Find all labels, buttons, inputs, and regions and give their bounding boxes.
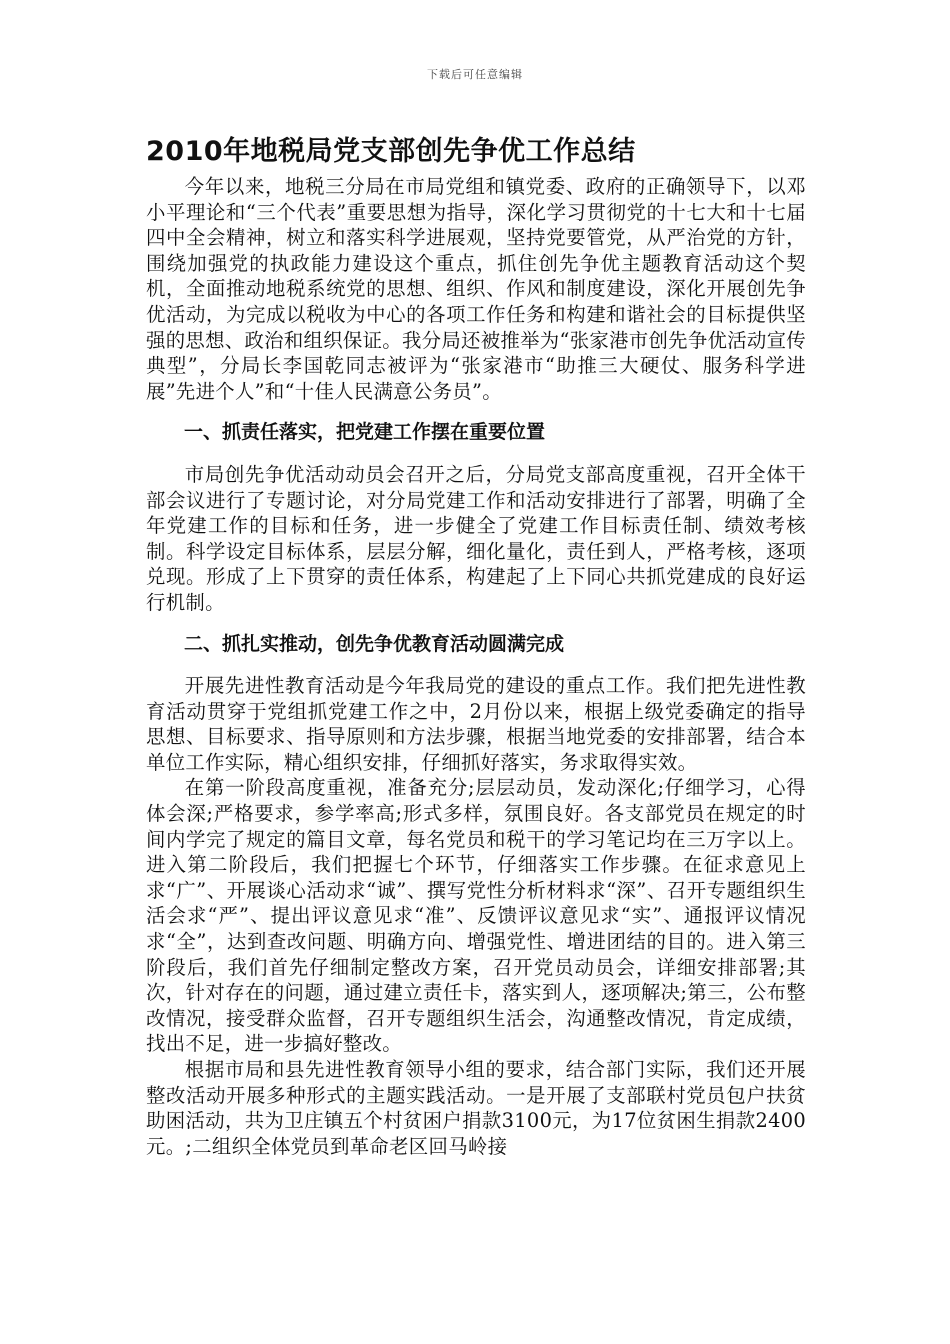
intro-paragraph: 今年以来，地税三分局在市局党组和镇党委、政府的正确领导下，以邓小平理论和“三个代表”重要思想为指导，深化学习贯彻党的十七大和十七届四中全会精神，树立和落实科学进展观，坚持党要管党，从严治党的方针，围绕加强党的执政能力建设这个重点，抓住创先争优主题教育活动这个契机，全面推动地税系统党的思想、组织、作风和制度建设，深化开展创先争优活动，为完成以税收为中心的各项工作任务和构建和谐社会的目标提供坚强的思想、政治和组织保证。我分局还被推举为“张家港市创先争优活动宣传典型”，分局长李国乾同志被评为“张家港市“助推三大硬仗、服务科学进展”先进个人”和“十佳人民满意公务员”。 bbox=[146, 175, 807, 403]
section-2-paragraph-2: 在第一阶段高度重视，准备充分;层层动员，发动深化;仔细学习，心得体会深;严格要求，参学率高;形式多样，氛围良好。各支部党员在规定的时间内学完了规定的篇目文章，每名党员和税干的学习笔记均在三万字以上。进入第二阶段后，我们把握七个环节，仔细落实工作步骤。在征求意见上求“广”、开展谈心活动求“诚”、撰写党性分析材料求“深”、召开专题组织生活会求“严”、提出评议意见求“准”、反馈评议意见求“实”、通报评议情况求“全”，达到查改问题、明确方向、增强党性、增进团结的目的。进入第三阶段后，我们首先仔细制定整改方案，召开党员动员会，详细安排部署;其次，针对存在的问题，通过建立责任卡，落实到人，逐项解决;第三，公布整改情况，接受群众监督，召开专题组织生活会，沟通整改情况，肯定成绩，找出不足，进一步搞好整改。 bbox=[146, 776, 806, 1056]
page-header: 下载后可任意编辑 bbox=[427, 68, 523, 81]
section-2-paragraph-3: 根据市局和县先进性教育领导小组的要求，结合部门实际，我们还开展整改活动开展多种形式的主题实践活动。一是开展了支部联村党员包户扶贫助困活动，共为卫庄镇五个村贫困户捐款3100元，为17位贫困生捐款2400元。;二组织全体党员到革命老区回马岭接 bbox=[146, 1058, 806, 1158]
section-2-paragraph-1: 开展先进性教育活动是今年我局党的建设的重点工作。我们把先进性教育活动贯穿于党组抓党建工作之中，2月份以来，根据上级党委确定的指导思想、目标要求、指导原则和方法步骤，根据当地党委的安排部署，结合本单位工作实际，精心组织安排，仔细抓好落实，务求取得实效。 bbox=[146, 674, 806, 774]
document-title: 2010年地税局党支部创先争优工作总结 bbox=[146, 136, 636, 167]
section-1-heading: 一、抓责任落实，把党建工作摆在重要位置 bbox=[184, 421, 546, 444]
section-1-paragraph: 市局创先争优活动动员会召开之后，分局党支部高度重视，召开全体干部会议进行了专题讨论，对分局党建工作和活动安排进行了部署，明确了全年党建工作的目标和任务，进一步健全了党建工作目标责任制、绩效考核制。科学设定目标体系，层层分解，细化量化，责任到人，严格考核，逐项兑现。形成了上下贯穿的责任体系，构建起了上下同心共抓党建成的良好运行机制。 bbox=[146, 462, 806, 614]
section-2-heading: 二、抓扎实推动，创先争优教育活动圆满完成 bbox=[184, 632, 565, 655]
document-body bbox=[146, 132, 806, 1159]
